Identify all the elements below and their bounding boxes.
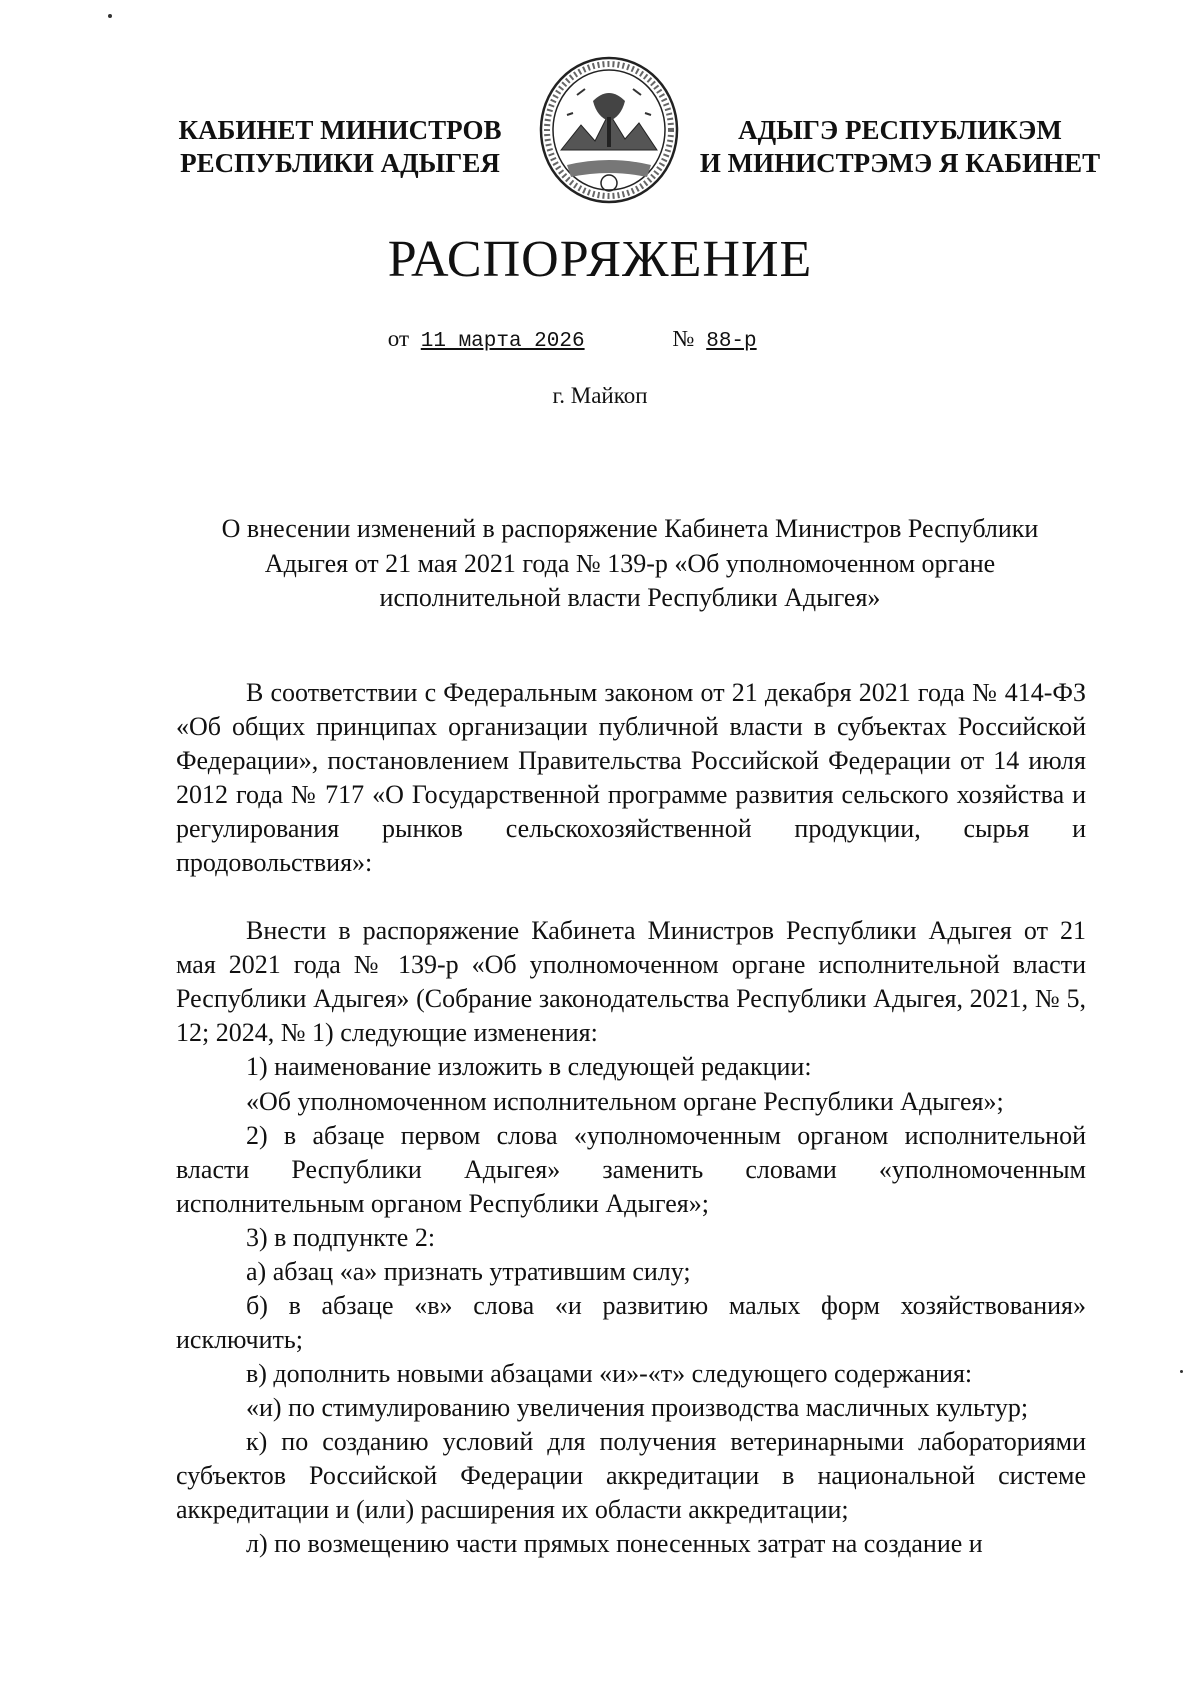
body-paragraph: «и) по стимулированию увеличения производства масличных культур; — [246, 1392, 1029, 1422]
subject-line-2: Адыгея от 21 мая 2021 года № 139-р «Об уполномоченном органе — [264, 548, 996, 578]
header-right-line2: И МИНИСТРЭМЭ Я КАБИНЕТ — [699, 147, 1101, 178]
body-paragraph: 2) в абзаце первом слова «уполномоченным органом исполнительной власти Республики Адыгея» заменить словами «уполномоченным исполнительным органом Республики Адыгея»; — [176, 1120, 1086, 1218]
header-left-line2: РЕСПУБЛИКИ АДЫГЕЯ — [180, 147, 500, 178]
document-city: г. Майкоп — [552, 383, 648, 408]
subject-line-3: исполнительной власти Республики Адыгея» — [379, 583, 881, 613]
date-number-line — [0, 326, 1200, 353]
coat-of-arms-icon — [537, 55, 682, 205]
document-number: 88-р — [706, 330, 757, 353]
body-paragraph: «Об уполномоченном исполнительном органе Республики Адыгея»; — [246, 1086, 1004, 1116]
body-paragraph: 1) наименование изложить в следующей редакции: — [246, 1052, 812, 1082]
document-title: РАСПОРЯЖЕНИЕ — [387, 231, 813, 288]
document-body — [176, 676, 1086, 1561]
scan-speck — [108, 14, 112, 18]
header-left-line1: КАБИНЕТ МИНИСТРОВ — [178, 115, 502, 145]
body-paragraph: к) по созданию условий для получения ветеринарными лабораториями субъектов Российской Федерации аккредитации в национальной системе аккредитации и (или) расширения их области аккредитации; — [176, 1426, 1086, 1525]
body-paragraph: б) в абзаце «в» слова «и развитию малых форм хозяйствования» исключить; — [176, 1290, 1086, 1354]
header-right-line1: АДЫГЭ РЕСПУБЛИКЭМ — [738, 115, 1062, 145]
document-date: 11 марта 2026 — [420, 330, 585, 353]
body-paragraph: в) дополнить новыми абзацами «и»-«т» следующего содержания: — [246, 1358, 973, 1388]
subject-line-1: О внесении изменений в распоряжение Кабинета Министров Республики — [221, 514, 1039, 543]
body-paragraph: 3) в подпункте 2: — [246, 1222, 436, 1252]
header-right-title — [690, 114, 1110, 180]
body-paragraph: Внести в распоряжение Кабинета Министров Республики Адыгея от 21 мая 2021 года № 139-р «Об уполномоченном органе исполнительной власти Республики Адыгея» (Собрание законодательства Республики Адыгея, 2021, № 5, 12; 2024, № 1) следующие изменения: — [176, 916, 1086, 1048]
body-paragraph: л) по возмещению части прямых понесенных затрат на создание и — [246, 1529, 983, 1559]
number-prefix: № — [672, 326, 695, 351]
body-paragraph: В соответствии с Федеральным законом от 21 декабря 2021 года № 414-ФЗ «Об общих принципах организации публичной власти в субъектах Российской Федерации», постановлением Правительства Российской Федерации от 14 июля 2012 года № 717 «О Государственной программе развития сельского хозяйства и регулирования рынков сельскохозяйственной продукции, сырья и продовольствия»: — [176, 678, 1086, 878]
scan-speck — [1180, 1370, 1183, 1373]
document-subject — [170, 512, 1090, 616]
body-paragraph: а) абзац «а» признать утратившим силу; — [246, 1256, 691, 1286]
date-prefix: от — [387, 326, 410, 351]
header-left-title — [150, 114, 530, 180]
